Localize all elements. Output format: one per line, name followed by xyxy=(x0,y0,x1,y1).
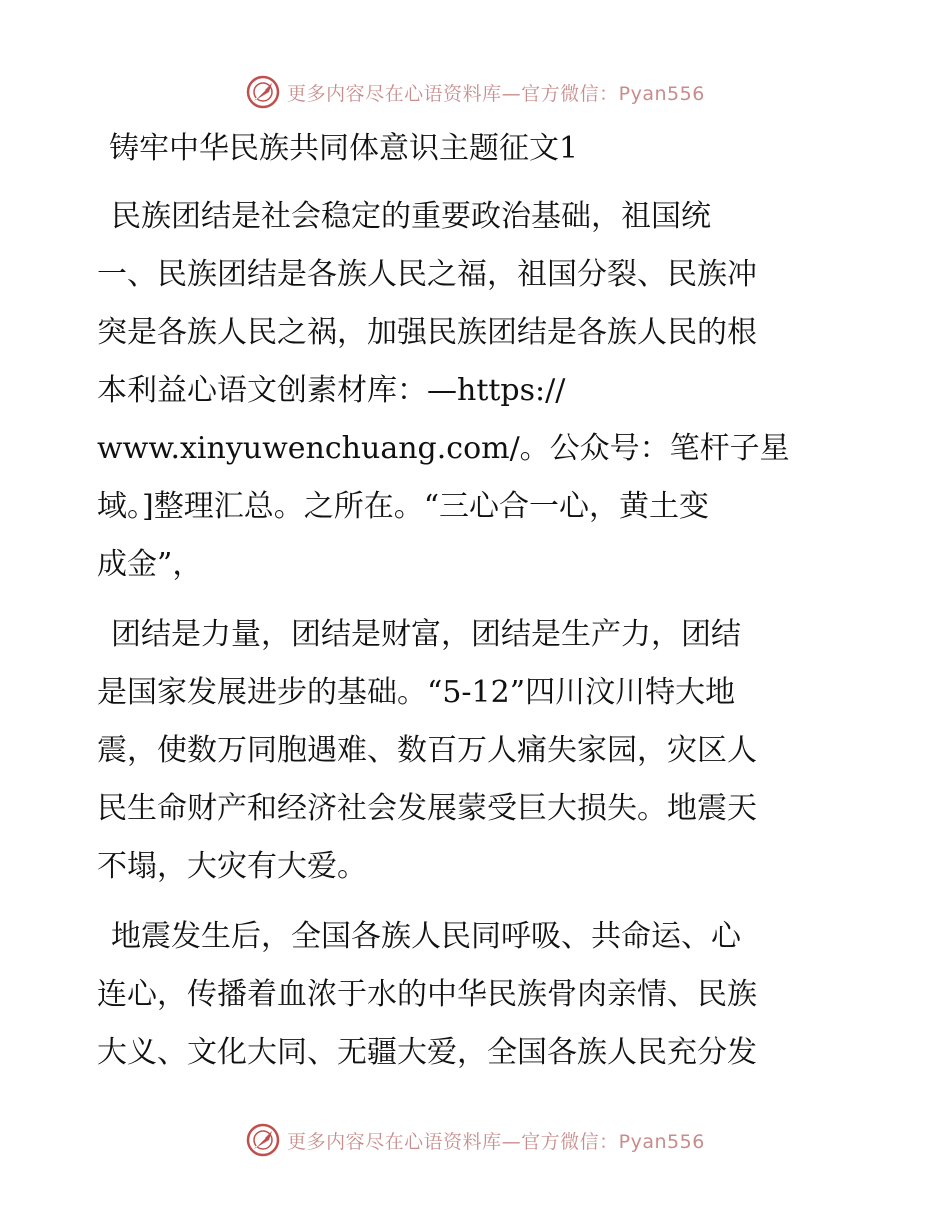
paragraph-line: 团结是力量，团结是财富，团结是生产力，团结 xyxy=(111,617,741,652)
paragraph-3 xyxy=(97,908,850,1082)
paragraph-line: 地震发生后，全国各族人民同呼吸、共命运、心 xyxy=(111,919,741,954)
footer-watermark-text: 更多内容尽在心语资料库—官方微信：Pyan556 xyxy=(287,1130,705,1153)
paragraph-line: 域。]整理汇总。之所在。“三心合一心，黄土变 xyxy=(97,489,710,524)
header-watermark xyxy=(0,72,950,112)
paragraph-line: 一、民族团结是各族人民之福，祖国分裂、民族冲 xyxy=(97,257,757,292)
paragraph-line: 大义、文化大同、无疆大爱，全国各族人民充分发 xyxy=(97,1035,757,1070)
paragraph-1 xyxy=(97,188,850,594)
paragraph-line: 是国家发展进步的基础。“5-12”四川汶川特大地 xyxy=(97,675,736,710)
paragraph-line: 本利益心语文创素材库：—https:// xyxy=(97,373,566,408)
paragraph-2 xyxy=(97,606,850,896)
document-title: 铸牢中华民族共同体意识主题征文1 xyxy=(109,131,579,166)
paragraph-line: 突是各族人民之祸，加强民族团结是各族人民的根 xyxy=(97,315,757,350)
paragraph-line: 民族团结是社会稳定的重要政治基础，祖国统 xyxy=(111,199,711,234)
paragraph-line: www.xinyuwenchuang.com/。公众号：笔杆子星 xyxy=(97,431,790,466)
paragraph-line: 不塌，大灾有大爱。 xyxy=(97,849,367,884)
quill-logo-icon xyxy=(245,74,281,110)
footer-watermark xyxy=(0,1120,950,1160)
document-page xyxy=(97,120,850,1092)
paragraph-line: 连心，传播着血浓于水的中华民族骨肉亲情、民族 xyxy=(97,977,757,1012)
paragraph-line: 民生命财产和经济社会发展蒙受巨大损失。地震天 xyxy=(97,791,757,826)
paragraph-line: 成金”， xyxy=(97,547,203,582)
header-watermark-text: 更多内容尽在心语资料库—官方微信：Pyan556 xyxy=(287,82,705,105)
quill-logo-icon xyxy=(245,1122,281,1158)
paragraph-line: 震，使数万同胞遇难、数百万人痛失家园，灾区人 xyxy=(97,733,757,768)
